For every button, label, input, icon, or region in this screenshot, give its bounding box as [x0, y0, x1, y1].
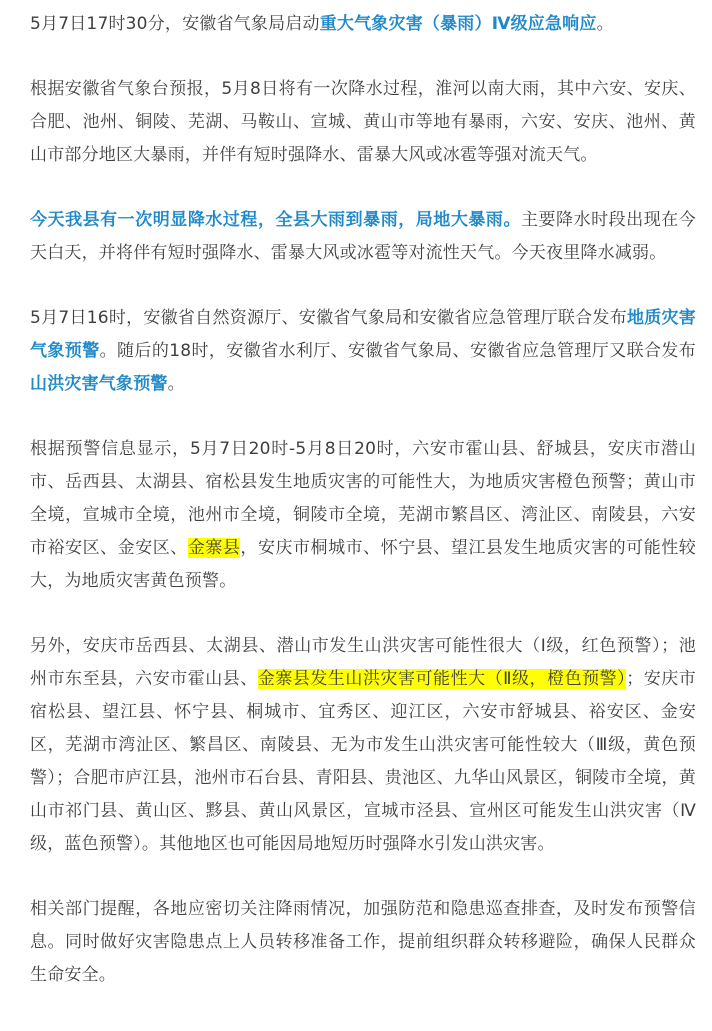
text-segment: 5月7日16时，安徽省自然资源厅、安徽省气象局和安徽省应急管理厅联合发布 — [30, 308, 627, 328]
text-segment: 。 — [167, 374, 185, 394]
paragraph-geo-warning-details — [30, 433, 696, 598]
highlight-jinzhai-flood: 金寨县发生山洪灾害可能性大（Ⅱ级，橙色预警） — [257, 669, 627, 689]
text-segment: 根据安徽省气象台预报，5月8日将有一次降水过程，淮河以南大雨，其中六安、安庆、合肥、池州、铜陵、芜湖、马鞍山、宣城、黄山市等地有暴雨，六安、安庆、池州、黄山市部分地区大暴雨，并伴有短时强降水、雷暴大风或冰雹等强对流天气。 — [30, 79, 696, 165]
emphasis-response-level: 重大气象灾害（暴雨）Ⅳ级应急响应 — [319, 14, 597, 34]
paragraph-warnings-issued — [30, 302, 696, 401]
text-segment: 根据预警信息显示，5月7日20时-5月8日20时，六安市霍山县、舒城县，安庆市潜山市、岳西县、太湖县、宿松县发生地质灾害的可能性大，为地质灾害橙色预警；黄山市全境，宣城市全境，池州市全境，铜陵市全境，芜湖市繁昌区、湾沚区、南陵县，六安市裕安区、金安区、 — [30, 439, 696, 558]
text-segment: 。 — [596, 14, 614, 34]
highlight-jinzhai: 金寨县 — [187, 538, 241, 558]
text-segment: 。随后的18时，安徽省水利厅、安徽省气象局、安徽省应急管理厅又联合发布 — [99, 341, 696, 361]
text-segment: ，安庆市桐城市、怀宁县、望江县发生地质灾害的可能性较大，为地质灾害黄色预警。 — [30, 538, 696, 591]
paragraph-emergency-response — [30, 8, 696, 41]
emphasis-county-rain: 今天我县有一次明显降水过程，全县大雨到暴雨，局地大暴雨。 — [30, 210, 521, 230]
paragraph-reminder — [30, 893, 696, 992]
emphasis-geo-warning: 地质灾害气象预警 — [30, 308, 696, 361]
paragraph-forecast — [30, 73, 696, 172]
text-segment: ；安庆市宿松县、望江县、怀宁县、桐城市、宜秀区、迎江区，六安市舒城县、裕安区、金安区，芜湖市湾沚区、繁昌区、南陵县、无为市发生山洪灾害可能性较大（Ⅲ级，黄色预警）；合肥市庐江县，池州市石台县、青阳县、贵池区、九华山风景区，铜陵市全境，黄山市祁门县、黄山区、黟县、黄山风景区，宣城市泾县、宣州区可能发生山洪灾害（Ⅳ级，蓝色预警）。其他地区也可能因局地短历时强降水引发山洪灾害。 — [30, 669, 696, 854]
text-segment: 主要降水时段出现在今天白天，并将伴有短时强降水、雷暴大风或冰雹等对流性天气。今天夜里降水减弱。 — [30, 210, 696, 263]
paragraph-flood-warning-details — [30, 630, 696, 861]
text-segment: 相关部门提醒，各地应密切关注降雨情况，加强防范和隐患巡查排查，及时发布预警信息。同时做好灾害隐患点上人员转移准备工作，提前组织群众转移避险，确保人民群众生命安全。 — [30, 899, 696, 985]
text-segment: 另外，安庆市岳西县、太湖县、潜山市发生山洪灾害可能性很大（Ⅰ级，红色预警）；池州市东至县，六安市霍山县、 — [30, 636, 696, 689]
paragraph-county-forecast — [30, 204, 696, 270]
emphasis-flood-warning: 山洪灾害气象预警 — [30, 374, 168, 394]
text-segment: 5月7日17时30分，安徽省气象局启动 — [30, 14, 320, 34]
